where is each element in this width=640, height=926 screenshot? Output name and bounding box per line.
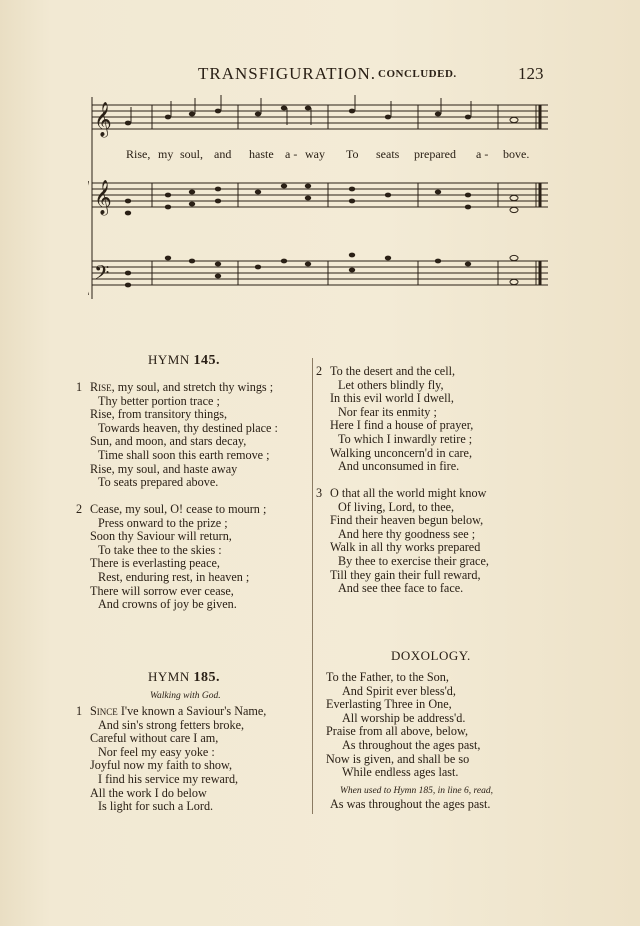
verse-line: Nor feel my easy yoke : <box>98 744 215 759</box>
lyric-word: bove. <box>503 147 530 161</box>
verse-line: Soon thy Saviour will return, <box>90 529 232 544</box>
verse-first-line: I've known a Saviour's Name, <box>117 704 267 718</box>
bass-notes <box>125 253 518 288</box>
verse-line: Of living, Lord, to thee, <box>338 499 455 514</box>
verse-line: Rise, from transitory things, <box>90 407 228 422</box>
bass-staff <box>92 261 548 285</box>
verse-line: Everlasting Three in One, <box>326 697 452 712</box>
running-header <box>0 64 640 86</box>
lyric-word: To <box>346 147 359 161</box>
lyric-word: seats <box>376 147 400 161</box>
verse-line: Sun, and moon, and stars decay, <box>90 434 247 449</box>
verse-line: There will sorrow ever cease, <box>90 583 234 598</box>
hymn-145-verse-4 <box>316 487 489 596</box>
verse-line: Let others blindly fly, <box>338 377 444 392</box>
verse-line: All worship be address'd. <box>342 710 466 725</box>
verse-line: Time shall soon this earth remove ; <box>98 447 270 462</box>
bass-clef-icon: 𝄢 <box>94 261 110 289</box>
doxology-heading: DOXOLOGY. <box>391 648 471 663</box>
verse-line: By thee to exercise their grace, <box>338 553 489 568</box>
treble-clef-icon: 𝄞 <box>94 180 112 215</box>
verse-line: Here I find a house of prayer, <box>330 418 474 433</box>
verse-number: 3 <box>316 486 323 500</box>
verse-first-word: Rise, <box>90 380 115 394</box>
verse-line: Rise, my soul, and haste away <box>90 461 238 476</box>
verse-line: Praise from all above, below, <box>326 724 469 739</box>
verse-line: And see thee face to face. <box>338 581 464 596</box>
verse-line: Press onward to the prize ; <box>98 515 228 530</box>
melody-notes <box>125 106 518 126</box>
verse-line: Is light for such a Lord. <box>98 799 214 814</box>
doxology-alt-line: As was throughout the ages past. <box>330 797 491 811</box>
lyric-word: Rise, <box>126 147 151 161</box>
melody-staff <box>92 97 548 299</box>
verse-line: And here thy goodness see ; <box>338 526 476 541</box>
verse-line: Careful without care I am, <box>90 731 219 746</box>
verse-first-word: Since <box>90 704 118 718</box>
verse-line: Rest, enduring rest, in heaven ; <box>98 569 250 584</box>
hymn-heading-number: 145. <box>193 353 220 368</box>
doxology-verse <box>326 671 480 780</box>
verse-line: Find their heaven begun below, <box>330 513 484 528</box>
verse-line: Now is given, and shall be so <box>326 751 470 766</box>
verse-line: To seats prepared above. <box>98 475 219 490</box>
verse-line: Thy better portion trace ; <box>98 393 220 408</box>
hymn-heading-prefix: HYMN <box>148 352 190 367</box>
treble-notes <box>125 184 518 216</box>
verse-line: While endless ages last. <box>342 765 459 780</box>
verse-line: In this evil world I dwell, <box>330 391 454 406</box>
verse-line: And Spirit ever bless'd, <box>342 683 456 698</box>
hymn-145-verse-3 <box>316 365 473 474</box>
hymn-185-heading <box>148 669 220 686</box>
verse-number: 2 <box>76 502 83 516</box>
hymn-heading-prefix: HYMN <box>148 669 190 684</box>
lyric-word: a - <box>285 147 298 161</box>
verse-line: Walk in all thy works prepared <box>330 540 481 555</box>
verse-line: To take thee to the skies : <box>98 542 222 557</box>
treble-clef-icon: 𝄞 <box>94 102 112 137</box>
hymn-145-heading <box>148 352 220 369</box>
hymn-185-verse-1 <box>76 705 266 814</box>
verse-number: 1 <box>76 704 83 718</box>
verse-line: Nor fear its enmity ; <box>338 404 437 419</box>
verse-line: Joyful now my faith to show, <box>90 758 233 773</box>
lyric-word: haste <box>249 147 274 161</box>
verse-first-line: To the desert and the cell, <box>330 364 456 378</box>
verse-line: To which I inwardly retire ; <box>338 431 473 446</box>
verse-line: Till they gain their full reward, <box>330 567 481 582</box>
verse-number: 1 <box>76 380 83 394</box>
hymn-heading-number: 185. <box>193 670 220 685</box>
hymn-185-subtitle: Walking with God. <box>150 691 221 701</box>
verse-line: There is everlasting peace, <box>90 556 220 571</box>
music-score <box>88 95 552 301</box>
verse-first-line: O that all the world might know <box>330 486 487 500</box>
page-title: TRANSFIGURATION. <box>198 64 376 83</box>
melody-stems <box>131 95 471 125</box>
verse-line: To the Father, to the Son, <box>326 670 449 684</box>
hymn-145-verse-2 <box>76 503 266 612</box>
verse-line: I find his service my reward, <box>98 771 239 786</box>
verse-line: All the work I do below <box>90 785 207 800</box>
lyric-word: and <box>214 147 232 161</box>
lyric-word: prepared <box>414 147 456 161</box>
doxology-note: When used to Hymn 185, in line 6, read, <box>340 786 493 796</box>
verse-line: As throughout the ages past, <box>342 737 481 752</box>
lyric-word: a - <box>476 147 489 161</box>
lyric-word: my <box>158 147 174 161</box>
verse-number: 2 <box>316 364 323 378</box>
verse-line: Walking unconcern'd in care, <box>330 445 472 460</box>
hymn-145-verse-1 <box>76 381 278 490</box>
verse-line: And sin's strong fetters broke, <box>98 717 245 732</box>
page-number: 123 <box>518 64 544 83</box>
verse-first-line: my soul, and stretch thy wings ; <box>114 380 274 394</box>
verse-line: And unconsumed in fire. <box>338 459 460 474</box>
lyric-word: soul, <box>180 147 204 161</box>
treble-staff <box>92 183 548 207</box>
verse-line: Towards heaven, thy destined place : <box>98 420 278 435</box>
lyric-word: way <box>305 147 325 161</box>
column-divider <box>312 358 313 814</box>
page-subtitle: CONCLUDED. <box>378 68 457 80</box>
verse-line: And crowns of joy be given. <box>98 597 237 612</box>
verse-first-line: Cease, my soul, O! cease to mourn ; <box>90 502 267 516</box>
